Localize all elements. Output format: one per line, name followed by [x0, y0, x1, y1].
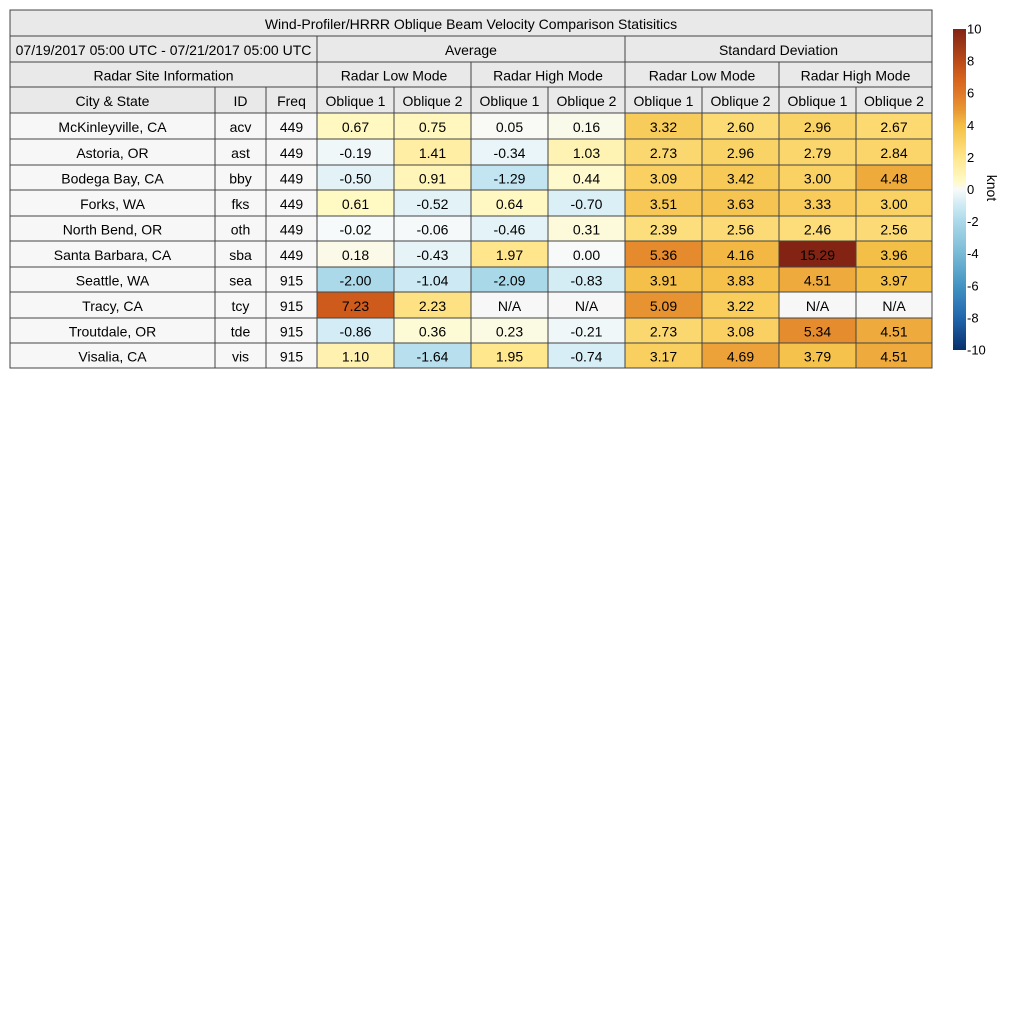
site-id: oth	[230, 221, 251, 238]
data-value: 3.32	[649, 119, 678, 135]
data-value: 2.73	[649, 323, 678, 340]
data-value: 4.51	[880, 323, 908, 340]
data-value: -0.19	[339, 145, 372, 161]
colorbar-tick-label: 0	[967, 182, 975, 197]
data-value: 2.67	[880, 119, 908, 135]
data-value: 2.96	[726, 145, 755, 161]
data-value: 3.91	[649, 272, 678, 289]
data-value: 0.23	[495, 323, 524, 340]
data-value: 2.79	[803, 145, 832, 161]
site-city: McKinleyville, CA	[58, 119, 167, 135]
data-value: 3.97	[880, 272, 908, 289]
site-freq: 915	[279, 298, 304, 314]
data-value: 2.39	[649, 221, 678, 238]
data-value: 2.60	[726, 119, 755, 135]
data-value: -0.06	[416, 221, 449, 238]
data-value: 0.64	[495, 196, 524, 212]
colorbar-tick-label: 8	[967, 53, 975, 69]
colorbar-gradient	[953, 29, 966, 350]
data-value: 4.51	[880, 348, 908, 365]
data-value: 3.83	[726, 272, 755, 289]
data-value: -0.43	[416, 247, 449, 263]
site-city: Visalia, CA	[78, 348, 147, 365]
data-value: 3.96	[880, 247, 908, 263]
data-value: -0.86	[339, 323, 372, 340]
data-value: 2.56	[726, 221, 755, 238]
colorbar-tick-label: 6	[967, 85, 975, 101]
data-value: 5.36	[649, 247, 678, 263]
data-value: N/A	[574, 298, 599, 314]
data-value: -0.46	[493, 221, 526, 238]
std-dev-header: Standard Deviation	[718, 42, 839, 58]
site-city: Astoria, OR	[76, 145, 149, 161]
site-city: Tracy, CA	[82, 298, 143, 314]
data-value: -1.64	[416, 348, 449, 365]
colorbar-tick-label: 2	[967, 149, 975, 165]
column-header: Freq	[277, 93, 306, 109]
site-freq: 915	[279, 348, 304, 365]
data-value: -2.09	[493, 272, 526, 289]
mode-header: Radar Low Mode	[648, 67, 756, 84]
data-value: 3.63	[726, 196, 755, 212]
data-value: -0.02	[339, 221, 372, 238]
data-value: 3.51	[649, 196, 678, 212]
data-value: 4.69	[726, 348, 755, 365]
column-header: ID	[233, 93, 248, 109]
site-city: Santa Barbara, CA	[53, 247, 172, 263]
data-value: -0.21	[570, 323, 603, 340]
site-city: Seattle, WA	[75, 272, 150, 289]
site-id: vis	[231, 348, 250, 365]
data-value: 2.46	[803, 221, 832, 238]
column-header: Oblique 1	[633, 93, 694, 109]
site-id: bby	[229, 170, 252, 187]
column-header: Oblique 2	[710, 93, 771, 109]
data-value: 5.34	[803, 323, 832, 340]
column-header: Oblique 2	[864, 93, 924, 109]
data-value: 3.00	[803, 170, 832, 187]
site-id: sea	[229, 272, 252, 289]
statistics-table	[0, 0, 940, 380]
data-value: 1.10	[341, 348, 370, 365]
mode-header: Radar High Mode	[800, 67, 911, 84]
data-value: -1.04	[416, 272, 449, 289]
data-value: 3.08	[726, 323, 755, 340]
column-header: Oblique 2	[556, 93, 617, 109]
average-header: Average	[445, 42, 497, 58]
site-city: North Bend, OR	[62, 221, 163, 238]
site-id: tcy	[231, 298, 250, 314]
site-city: Forks, WA	[80, 196, 145, 212]
site-freq: 449	[279, 196, 304, 212]
data-value: N/A	[805, 298, 830, 314]
data-value: 2.73	[649, 145, 678, 161]
site-city: Troutdale, OR	[68, 323, 157, 340]
data-value: 0.05	[495, 119, 524, 135]
site-freq: 449	[279, 119, 304, 135]
data-value: 4.48	[880, 170, 908, 187]
data-value: 0.75	[418, 119, 447, 135]
data-value: 1.95	[495, 348, 524, 365]
data-value: 2.23	[418, 298, 447, 314]
site-freq: 915	[279, 323, 304, 340]
site-id: tde	[230, 323, 251, 340]
data-value: 2.56	[880, 221, 908, 238]
colorbar-tick-label: -8	[967, 310, 979, 326]
colorbar-tick-label: 10	[967, 21, 982, 37]
site-info-header: Radar Site Information	[93, 67, 234, 84]
data-value: -0.70	[570, 196, 603, 212]
data-value: 3.00	[880, 196, 908, 212]
colorbar-tick-label: -6	[967, 278, 979, 294]
site-freq: 915	[279, 272, 304, 289]
data-value: 3.17	[649, 348, 678, 365]
data-value: 0.67	[341, 119, 370, 135]
column-header: City & State	[75, 93, 150, 109]
data-value: -0.50	[339, 170, 372, 187]
data-value: 1.41	[418, 145, 447, 161]
colorbar-label: knot	[984, 174, 1000, 202]
data-value: 3.09	[649, 170, 678, 187]
date-range: 07/19/2017 05:00 UTC - 07/21/2017 05:00 UTC	[15, 42, 312, 58]
data-value: 5.09	[649, 298, 678, 314]
data-value: 4.51	[803, 272, 832, 289]
data-value: 2.84	[880, 145, 908, 161]
data-value: -0.74	[570, 348, 603, 365]
data-value: -1.29	[493, 170, 526, 187]
site-freq: 449	[279, 221, 304, 238]
site-freq: 449	[279, 145, 304, 161]
site-id: acv	[229, 119, 252, 135]
data-value: 3.79	[803, 348, 832, 365]
data-value: 3.33	[803, 196, 832, 212]
colorbar-tick-label: -10	[967, 342, 986, 358]
data-value: 4.16	[726, 247, 755, 263]
table-title: Wind-Profiler/HRRR Oblique Beam Velocity Comparison Statisitics	[264, 16, 678, 32]
data-value: 0.31	[572, 221, 601, 238]
data-value: 0.16	[572, 119, 601, 135]
colorbar-tick-label: -4	[967, 246, 979, 262]
data-value: 2.96	[803, 119, 832, 135]
data-value: N/A	[882, 298, 906, 314]
data-value: 15.29	[799, 247, 836, 263]
data-value: 0.00	[572, 247, 601, 263]
data-value: -2.00	[339, 272, 372, 289]
data-value: 1.97	[495, 247, 524, 263]
site-id: sba	[229, 247, 252, 263]
site-freq: 449	[279, 247, 304, 263]
column-header: Oblique 1	[787, 93, 848, 109]
colorbar-tick-label: -2	[967, 214, 979, 230]
data-value: 1.03	[572, 145, 601, 161]
colorbar-tick-label: 4	[967, 117, 975, 133]
data-value: -0.34	[493, 145, 526, 161]
column-header: Oblique 1	[325, 93, 386, 109]
mode-header: Radar High Mode	[493, 67, 603, 84]
column-header: Oblique 2	[402, 93, 463, 109]
data-value: 7.23	[341, 298, 370, 314]
data-value: 0.44	[572, 170, 601, 187]
data-value: -0.83	[570, 272, 603, 289]
mode-header: Radar Low Mode	[340, 67, 448, 84]
column-header: Oblique 1	[479, 93, 540, 109]
data-value: 0.91	[418, 170, 447, 187]
data-value: 0.18	[341, 247, 370, 263]
data-value: -0.52	[416, 196, 449, 212]
site-id: fks	[231, 196, 250, 212]
site-freq: 449	[279, 170, 304, 187]
data-value: 3.22	[726, 298, 755, 314]
site-city: Bodega Bay, CA	[61, 170, 164, 187]
data-value: N/A	[497, 298, 522, 314]
site-id: ast	[231, 145, 250, 161]
data-value: 0.61	[341, 196, 370, 212]
data-value: 0.36	[418, 323, 447, 340]
data-value: 3.42	[726, 170, 755, 187]
